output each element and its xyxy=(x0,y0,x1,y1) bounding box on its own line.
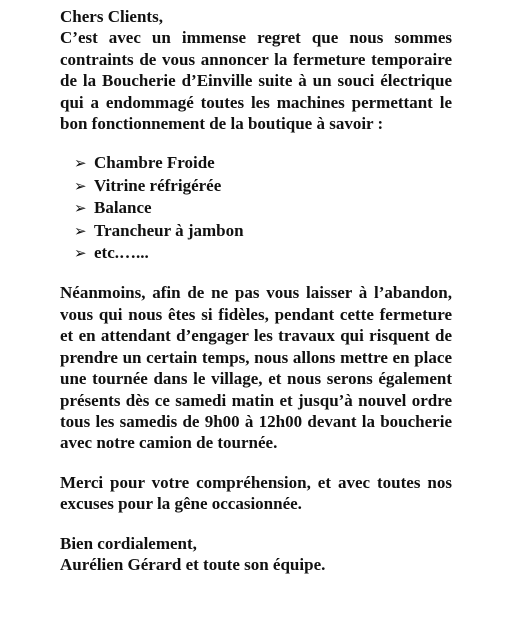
signature: Aurélien Gérard et toute son équipe. xyxy=(60,554,326,574)
arrow-bullet-icon: ➢ xyxy=(74,199,87,218)
arrow-bullet-icon: ➢ xyxy=(74,176,87,195)
arrow-bullet-icon: ➢ xyxy=(74,221,87,240)
greeting: Chers Clients, xyxy=(60,7,163,26)
list-item xyxy=(74,175,452,197)
closing: Bien cordialement, xyxy=(60,533,197,553)
list-item-label: Trancheur à jambon xyxy=(94,220,244,240)
intro-paragraph: C’est avec un immense regret que nous sommes contraints de vous annoncer la fermeture temporaire de la Boucherie d’Einville suite à un souci électrique qui a endommagé toutes les machines permettant le bon fonctionnement de la boutique à savoir : xyxy=(60,28,452,134)
list-item-label: etc.…... xyxy=(94,243,149,263)
list-item-label: Balance xyxy=(94,198,152,218)
list-item-label: Vitrine réfrigérée xyxy=(94,175,222,195)
thanks-paragraph: Merci pour votre compréhension, et avec toutes nos excuses pour la gêne occasionnée. xyxy=(60,472,452,514)
list-item xyxy=(74,152,452,174)
list-item xyxy=(74,220,452,242)
arrow-bullet-icon: ➢ xyxy=(74,244,87,263)
list-item-label: Chambre Froide xyxy=(94,153,215,173)
equipment-list xyxy=(60,152,452,264)
arrow-bullet-icon: ➢ xyxy=(74,154,87,173)
list-item xyxy=(74,197,452,219)
body-paragraph: Néanmoins, afin de ne pas vous laisser à l’abandon, vous qui nous êtes si fidèles, pendant cette fermeture et en attendant d’engager les travaux qui risquent de prendre un certain temps, nous allons mettre en place une tournée dans le village, et nous serons également présents dès ce samedi matin et jusqu’à nouvel ordre tous les samedis de 9h00 à 12h00 devant la boucherie avec notre camion de tournée. xyxy=(60,283,452,453)
letter xyxy=(60,6,452,575)
list-item xyxy=(74,242,452,264)
